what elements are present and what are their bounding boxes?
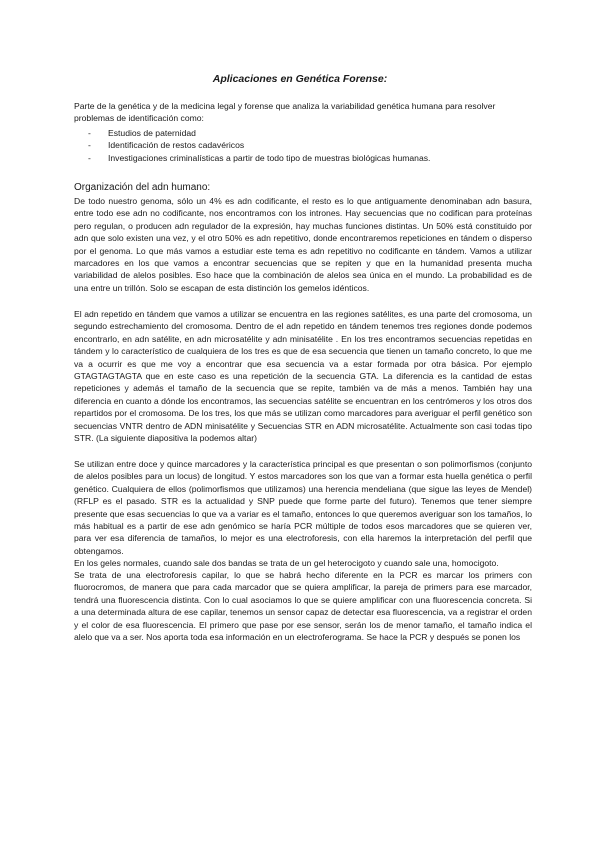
intro-paragraph: Parte de la genética y de la medicina legal y forense que analiza la variabilidad genética humana para resolver problemas de identificación como:	[74, 101, 496, 124]
list-item-text: Identificación de restos cadavéricos	[108, 140, 245, 151]
section-heading: Organización del adn humano:	[74, 182, 211, 193]
paragraph-capillary: Se trata de una electroforesis capilar, lo que se habrá hecho diferente en la PCR es marcar los primers con fluorocromos, de manera que para cada marcador que se quiera amplificar, la pareja de primers para ese marcador, tendrá una fluorescencia distinta. Con lo cual asociamos lo que se quiere amplificar con una fluorescencia concreta. Si a una determinada altura de ese capilar, tenemos un sensor capaz de detectar esa fluorescencia, va a registrar el orden y el color de esa fluorescencia. El primero que pase por ese sensor, serán los de menor tamaño, el tamaño indica el alelo que va a ser. Nos aporta toda esa información en un electroferograma. Se hace la PCR y después se ponen los	[74, 570, 532, 643]
paragraph-markers: Se utilizan entre doce y quince marcadores y la característica principal es que presentan o son polimorfismos (conjunto de alelos posibles para un locus) de longitud. Y estos marcadores son los que van a formar esta huella genética o perfil genético. Cualquiera de ellos (polimorfismos que utilizamos) una herencia mendeliana (que sigue las leyes de Mendel) (RFLP es el pasado. STR es la actualidad y SNP puede que forme parte del futuro). Tenemos que tener siempre presente que esas secuencias lo que va a variar es el tamaño, entonces lo que queremos averiguar son los tamaños, lo más habitual es a partir de ese adn genómico se haría PCR múltiple de todos esos marcadores que se quieren ver, para ver esa diferencia de tamaños, lo mejor es una electroforesis, con ella haremos la interpretación del perfil que obtengamos.	[74, 459, 532, 556]
list-item-text: Estudios de paternidad	[108, 128, 196, 138]
paragraph-gels: En los geles normales, cuando sale dos bandas se trata de un gel heterocigoto y cuando sale una, homocigoto.	[74, 558, 499, 568]
paragraph-tandem-repeats: El adn repetido en tándem que vamos a utilizar se encuentra en las regiones satélites, es una parte del cromosoma, un segundo estrechamiento del cromosoma. Dentro de el adn repetido en tándem tenemos tres regiones donde podemos encontrarlo, en adn satélite, en adn microsatélite y adn minisatélite . En los tres encontramos secuencias repetidas en tándem y lo característico de cualquiera de los tres es que de esa secuencia que tienen un tamaño concreto, lo que me va a ocurrir es que me voy a encontrar que esa secuencia va a estar formada por otra básica. Por ejemplo GTAGTAGTAGTA que en este caso es una repetición de la secuencia GTA. La diferencia es la cantidad de estas repeticiones y además el tamaño de la secuencia que se repite, también va de más a menos. También hay una diferencia en cuanto a dónde los encontramos, las secuencias satélite se encuentran en los centrómeros y los otros dos repartidos por el cromosoma. De los tres, los que más se utilizan como marcadores para averiguar el perfil genético son secuencias VNTR dentro de ADN minisatélite y Secuencias STR en ADN microsatélite. Actualmente son casi todas tipo STR. (La siguiente diapositiva la podemos altar)	[74, 309, 532, 444]
paragraph-genome: De todo nuestro genoma, sólo un 4% es adn codificante, el resto es lo que antiguamente denominaban adn basura, entre todo ese adn no codificante, nos encontramos con los intrones. Hay secuencias que no codifican para proteínas pero regulan, o producen adn regulador de la expresión, hay muchas funciones distintas. Un 50% está constituido por adn que solo existen una vez, y el otro 50% es adn repetitivo, donde encontraremos repeticiones en tándem o disperso por el genoma. Lo que más vamos a estudiar este tema es adn repetitivo no codificante en tándem. Vamos a utilizar marcadores en los que vamos a encontrar secuencias que se repiten y que en la humanidad presenta mucha variabilidad de alelos posibles. Eso hace que la combinación de alelos sea única en el mundo. La probabilidad es de una entre un trillón. Solo se escapan de esta distinción los gemelos idénticos.	[74, 196, 532, 293]
list-item-text: Investigaciones criminalísticas a partir de todo tipo de muestras biológicas humanas.	[108, 152, 431, 163]
list-item	[88, 127, 528, 139]
document-title: Aplicaciones en Genética Forense:	[212, 73, 388, 85]
identification-list	[88, 127, 528, 164]
list-item	[88, 139, 528, 151]
list-marker: -	[88, 128, 91, 138]
list-marker: -	[88, 152, 91, 163]
list-item	[88, 152, 528, 164]
list-marker: -	[88, 140, 91, 151]
